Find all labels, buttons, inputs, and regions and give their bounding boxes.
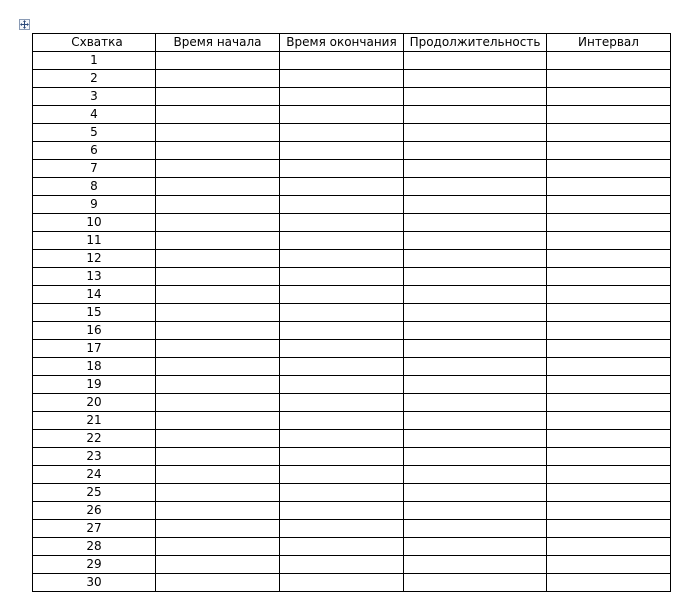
start-time-cell[interactable] [156,520,280,538]
contraction-number-cell: 11 [33,232,156,250]
end-time-cell[interactable] [280,250,404,268]
table-row [33,232,671,250]
contraction-number-cell: 20 [33,394,156,412]
start-time-cell[interactable] [156,232,280,250]
duration-cell[interactable] [404,286,547,304]
duration-cell[interactable] [404,196,547,214]
table-row [33,556,671,574]
end-time-cell[interactable] [280,304,404,322]
table-row [33,106,671,124]
start-time-cell[interactable] [156,430,280,448]
table-row [33,124,671,142]
interval-cell[interactable] [547,394,671,412]
duration-cell[interactable] [404,178,547,196]
end-time-cell[interactable] [280,448,404,466]
contraction-number-cell: 18 [33,358,156,376]
table-row [33,484,671,502]
start-time-cell[interactable] [156,574,280,592]
duration-cell[interactable] [404,556,547,574]
contraction-number-cell: 30 [33,574,156,592]
end-time-cell[interactable] [280,232,404,250]
table-row [33,376,671,394]
start-time-cell[interactable] [156,124,280,142]
contraction-number-cell: 7 [33,160,156,178]
contraction-number-cell: 8 [33,178,156,196]
duration-cell[interactable] [404,322,547,340]
header-contraction: Схватка [33,34,156,52]
duration-cell[interactable] [404,574,547,592]
interval-cell[interactable] [547,322,671,340]
interval-cell[interactable] [547,412,671,430]
table-row [33,196,671,214]
end-time-cell[interactable] [280,574,404,592]
end-time-cell[interactable] [280,520,404,538]
move-arrows-icon [20,20,29,29]
header-start-time: Время начала [156,34,280,52]
interval-cell[interactable] [547,250,671,268]
interval-cell[interactable] [547,376,671,394]
interval-cell[interactable] [547,538,671,556]
duration-cell[interactable] [404,412,547,430]
interval-cell[interactable] [547,466,671,484]
table-row [33,160,671,178]
start-time-cell[interactable] [156,268,280,286]
contraction-number-cell: 26 [33,502,156,520]
start-time-cell[interactable] [156,538,280,556]
start-time-cell[interactable] [156,214,280,232]
contraction-number-cell: 14 [33,286,156,304]
interval-cell[interactable] [547,88,671,106]
header-duration: Продолжительность [404,34,547,52]
duration-cell[interactable] [404,448,547,466]
interval-cell[interactable] [547,448,671,466]
table-row [33,520,671,538]
duration-cell[interactable] [404,52,547,70]
end-time-cell[interactable] [280,88,404,106]
duration-cell[interactable] [404,376,547,394]
start-time-cell[interactable] [156,358,280,376]
end-time-cell[interactable] [280,196,404,214]
contraction-number-cell: 29 [33,556,156,574]
start-time-cell[interactable] [156,322,280,340]
duration-cell[interactable] [404,520,547,538]
start-time-cell[interactable] [156,160,280,178]
interval-cell[interactable] [547,160,671,178]
end-time-cell[interactable] [280,178,404,196]
interval-cell[interactable] [547,502,671,520]
contraction-number-cell: 9 [33,196,156,214]
interval-cell[interactable] [547,268,671,286]
contraction-number-cell: 13 [33,268,156,286]
table-row [33,574,671,592]
duration-cell[interactable] [404,358,547,376]
start-time-cell[interactable] [156,340,280,358]
contraction-number-cell: 2 [33,70,156,88]
end-time-cell[interactable] [280,502,404,520]
interval-cell[interactable] [547,358,671,376]
start-time-cell[interactable] [156,106,280,124]
duration-cell[interactable] [404,394,547,412]
header-end-time: Время окончания [280,34,404,52]
table-row [33,142,671,160]
contraction-number-cell: 5 [33,124,156,142]
contraction-number-cell: 4 [33,106,156,124]
contraction-number-cell: 19 [33,376,156,394]
contraction-number-cell: 24 [33,466,156,484]
table-row [33,340,671,358]
start-time-cell[interactable] [156,376,280,394]
table-row [33,88,671,106]
duration-cell[interactable] [404,502,547,520]
end-time-cell[interactable] [280,268,404,286]
end-time-cell[interactable] [280,124,404,142]
contraction-number-cell: 3 [33,88,156,106]
table-row [33,178,671,196]
start-time-cell[interactable] [156,70,280,88]
duration-cell[interactable] [404,268,547,286]
contraction-number-cell: 22 [33,430,156,448]
start-time-cell[interactable] [156,142,280,160]
end-time-cell[interactable] [280,484,404,502]
table-row [33,430,671,448]
interval-cell[interactable] [547,304,671,322]
end-time-cell[interactable] [280,466,404,484]
interval-cell[interactable] [547,214,671,232]
start-time-cell[interactable] [156,394,280,412]
interval-cell[interactable] [547,124,671,142]
start-time-cell[interactable] [156,484,280,502]
duration-cell[interactable] [404,250,547,268]
duration-cell[interactable] [404,340,547,358]
table-row [33,358,671,376]
table-row [33,250,671,268]
table-move-handle-icon[interactable] [19,19,30,30]
interval-cell[interactable] [547,52,671,70]
end-time-cell[interactable] [280,142,404,160]
table-row [33,502,671,520]
interval-cell[interactable] [547,286,671,304]
start-time-cell[interactable] [156,250,280,268]
end-time-cell[interactable] [280,430,404,448]
contraction-number-cell: 17 [33,340,156,358]
duration-cell[interactable] [404,538,547,556]
contractions-table [32,33,671,592]
contraction-number-cell: 23 [33,448,156,466]
end-time-cell[interactable] [280,376,404,394]
contraction-number-cell: 15 [33,304,156,322]
start-time-cell[interactable] [156,412,280,430]
start-time-cell[interactable] [156,556,280,574]
duration-cell[interactable] [404,70,547,88]
end-time-cell[interactable] [280,160,404,178]
interval-cell[interactable] [547,106,671,124]
interval-cell[interactable] [547,178,671,196]
duration-cell[interactable] [404,88,547,106]
contraction-number-cell: 1 [33,52,156,70]
end-time-cell[interactable] [280,286,404,304]
end-time-cell[interactable] [280,340,404,358]
start-time-cell[interactable] [156,466,280,484]
start-time-cell[interactable] [156,448,280,466]
interval-cell[interactable] [547,484,671,502]
start-time-cell[interactable] [156,304,280,322]
end-time-cell[interactable] [280,214,404,232]
start-time-cell[interactable] [156,502,280,520]
interval-cell[interactable] [547,430,671,448]
duration-cell[interactable] [404,484,547,502]
duration-cell[interactable] [404,430,547,448]
start-time-cell[interactable] [156,52,280,70]
end-time-cell[interactable] [280,538,404,556]
contraction-number-cell: 6 [33,142,156,160]
table-row [33,70,671,88]
start-time-cell[interactable] [156,88,280,106]
duration-cell[interactable] [404,106,547,124]
contraction-number-cell: 28 [33,538,156,556]
duration-cell[interactable] [404,232,547,250]
contraction-number-cell: 10 [33,214,156,232]
start-time-cell[interactable] [156,196,280,214]
interval-cell[interactable] [547,520,671,538]
table-header-row [33,34,671,52]
table-row [33,214,671,232]
duration-cell[interactable] [404,466,547,484]
contraction-number-cell: 25 [33,484,156,502]
header-interval: Интервал [547,34,671,52]
duration-cell[interactable] [404,142,547,160]
table-row [33,394,671,412]
end-time-cell[interactable] [280,358,404,376]
table-row [33,466,671,484]
contraction-number-cell: 21 [33,412,156,430]
start-time-cell[interactable] [156,286,280,304]
table-row [33,538,671,556]
table-row [33,412,671,430]
interval-cell[interactable] [547,142,671,160]
interval-cell[interactable] [547,196,671,214]
end-time-cell[interactable] [280,106,404,124]
interval-cell[interactable] [547,70,671,88]
end-time-cell[interactable] [280,70,404,88]
contraction-number-cell: 16 [33,322,156,340]
end-time-cell[interactable] [280,52,404,70]
table-row [33,304,671,322]
duration-cell[interactable] [404,124,547,142]
end-time-cell[interactable] [280,412,404,430]
interval-cell[interactable] [547,574,671,592]
table-body [33,52,671,592]
table-row [33,322,671,340]
duration-cell[interactable] [404,214,547,232]
contraction-number-cell: 27 [33,520,156,538]
duration-cell[interactable] [404,160,547,178]
interval-cell[interactable] [547,232,671,250]
table-row [33,448,671,466]
duration-cell[interactable] [404,304,547,322]
interval-cell[interactable] [547,556,671,574]
start-time-cell[interactable] [156,178,280,196]
table-row [33,268,671,286]
table-row [33,286,671,304]
end-time-cell[interactable] [280,556,404,574]
end-time-cell[interactable] [280,322,404,340]
interval-cell[interactable] [547,340,671,358]
contraction-number-cell: 12 [33,250,156,268]
end-time-cell[interactable] [280,394,404,412]
table-row [33,52,671,70]
